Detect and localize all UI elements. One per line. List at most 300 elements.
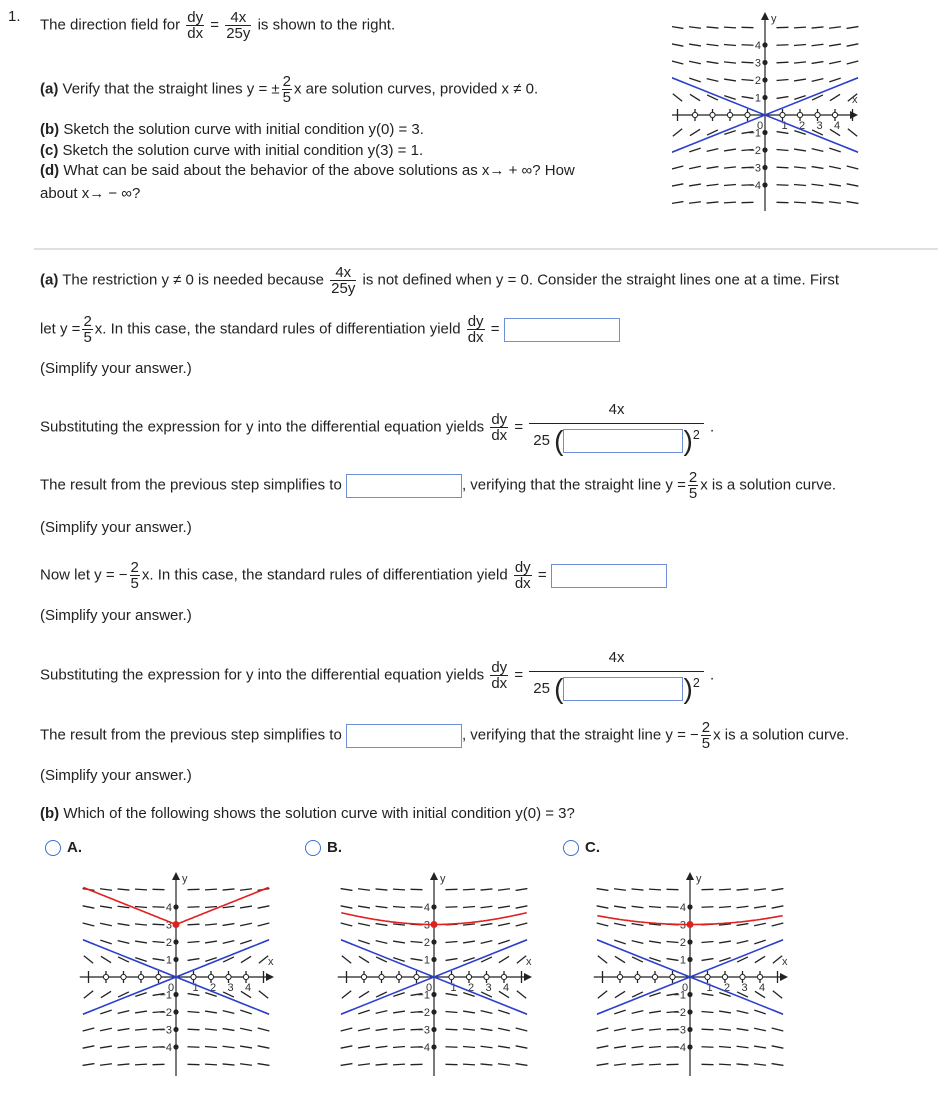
slope-segment	[812, 79, 824, 82]
slope-segment	[673, 129, 682, 136]
slope-segment	[632, 1046, 644, 1047]
x-tick-label: 1	[192, 982, 199, 994]
part-a-text: Verify that the straight lines y = ±	[62, 80, 280, 98]
equals-sign: =	[537, 566, 547, 584]
y-tick-label: 2	[165, 937, 172, 949]
slope-segment	[341, 1046, 353, 1048]
y-tick-label: −3	[673, 1024, 686, 1037]
y-tick-dot	[762, 42, 767, 47]
slope-segment	[358, 1046, 370, 1048]
y-tick-dot	[762, 182, 767, 187]
slope-segment	[724, 45, 736, 46]
verify-post-text: x is a solution curve.	[713, 726, 850, 744]
slope-segment	[672, 184, 683, 186]
slope-segment	[223, 941, 235, 944]
slope-segment	[358, 940, 369, 944]
slope-segment	[341, 923, 353, 926]
slope-segment	[649, 907, 661, 908]
frac-den: 5	[688, 485, 698, 502]
slope-segment	[632, 906, 644, 907]
x-tick-label: 3	[816, 120, 823, 132]
substitution-fraction	[529, 649, 703, 705]
slope-segment	[135, 1064, 147, 1065]
coefficient: 25	[533, 432, 550, 449]
part-a-statement	[40, 74, 538, 105]
slope-segment	[794, 149, 806, 151]
slope-segment	[614, 1046, 626, 1048]
slope-segment	[829, 184, 841, 186]
slope-segment	[707, 167, 719, 169]
slope-segment	[135, 1047, 147, 1048]
y-tick-dot	[762, 77, 767, 82]
y-tick-label: −2	[673, 1007, 686, 1019]
slope-segment	[517, 991, 526, 998]
frac-num: 4x	[608, 649, 625, 666]
problem-intro	[40, 10, 395, 41]
y-axis-arrow	[761, 12, 769, 20]
slope-segment	[829, 148, 840, 152]
slope-segment	[118, 924, 130, 926]
x-axis-arrow	[266, 973, 274, 981]
slope-segment	[205, 1047, 217, 1048]
slope-segment	[498, 940, 509, 944]
x-axis-label: x	[268, 956, 274, 968]
slope-segment	[205, 889, 217, 890]
slope-segment	[847, 61, 859, 64]
y-axis-label: y	[771, 13, 777, 25]
y-tick-dot	[687, 957, 692, 962]
slope-segment	[223, 1029, 235, 1031]
frac-den: 5	[701, 735, 711, 752]
slope-segment	[794, 27, 806, 28]
slope-segment	[597, 923, 609, 926]
y-tick-dot	[687, 992, 692, 997]
frac-den: 25 ( )$^2$	[529, 423, 703, 453]
slope-segment	[724, 185, 736, 186]
x-tick-dot	[815, 112, 820, 117]
slope-segment	[153, 942, 165, 943]
x-axis-arrow	[780, 973, 788, 981]
slope-segment	[829, 27, 841, 29]
slope-segment	[393, 924, 405, 925]
slope-segment	[719, 907, 731, 908]
slope-segment	[598, 956, 607, 963]
simplify-hint: (Simplify your answer.)	[40, 607, 192, 624]
slope-segment	[737, 889, 749, 890]
slope-segment	[393, 907, 405, 908]
slope-segment	[707, 62, 719, 64]
dydx-fraction	[514, 560, 532, 591]
slope-segment	[135, 889, 147, 890]
substitution-answer-input-2[interactable]	[563, 677, 683, 701]
x-tick-label: 3	[227, 982, 234, 994]
x-tick-label: 4	[758, 982, 766, 994]
intro-text: The direction field for	[40, 16, 181, 34]
slope-segment	[719, 1029, 731, 1030]
slope-segment	[240, 1010, 251, 1014]
y-tick-label: −3	[159, 1024, 172, 1037]
slope-segment	[632, 1011, 644, 1014]
slope-segment	[754, 906, 766, 908]
slope-segment	[737, 1011, 749, 1014]
x-tick-dot	[449, 974, 454, 979]
frac-num: dy	[514, 559, 531, 576]
dydx-fraction	[186, 10, 204, 41]
slope-segment	[205, 1064, 217, 1065]
slope-segment	[481, 1029, 493, 1031]
slope-segment	[135, 941, 147, 943]
y-tick-dot	[173, 1009, 178, 1014]
slope-segment	[341, 1028, 353, 1031]
y-tick-label: 4	[165, 902, 172, 914]
slope-segment	[689, 166, 701, 169]
slope-segment	[240, 1064, 252, 1066]
slope-segment	[342, 956, 351, 963]
y-tick-dot	[173, 1044, 178, 1049]
slope-segment	[632, 889, 644, 890]
slope-segment	[794, 202, 806, 203]
y-axis-label: y	[696, 873, 702, 885]
rhs-fraction	[330, 265, 356, 296]
slope-segment	[223, 1064, 235, 1065]
slope-segment	[737, 906, 749, 907]
slope-segment	[481, 906, 493, 907]
slope-segment	[719, 1064, 731, 1065]
slope-segment	[516, 1046, 528, 1048]
slope-segment	[100, 1046, 112, 1048]
section-divider	[34, 248, 938, 250]
slope-segment	[829, 202, 841, 204]
result-line-1	[40, 470, 836, 501]
y-tick-dot	[173, 992, 178, 997]
slope-segment	[463, 1011, 475, 1013]
slope-segment	[376, 906, 388, 907]
slope-segment	[773, 956, 782, 963]
slope-segment	[341, 1064, 353, 1066]
part-d-text: What can be said about the behavior of the above solutions as x→ + ∞? How	[63, 162, 575, 179]
slope-segment	[240, 1028, 252, 1031]
x-tick-dot	[727, 112, 732, 117]
y-tick-label: −3	[748, 162, 761, 175]
option-a-graph[interactable]	[78, 868, 278, 1078]
y-axis-label: y	[440, 873, 446, 885]
x-tick-dot	[414, 974, 419, 979]
slope-segment	[188, 959, 200, 961]
x-tick-label: 4	[502, 982, 510, 994]
slope-segment	[516, 889, 528, 891]
two-fifths-fraction	[130, 560, 140, 591]
x-tick-label: 0	[681, 982, 689, 994]
two-fifths-fraction	[688, 470, 698, 501]
option-a-label: A.	[67, 839, 82, 856]
slope-segment	[754, 1064, 766, 1066]
y-tick-dot	[687, 904, 692, 909]
equals-sign: =	[514, 666, 524, 684]
x-tick-dot	[797, 112, 802, 117]
slope-segment	[848, 129, 857, 136]
slope-segment	[702, 942, 714, 943]
slope-segment	[742, 80, 754, 81]
slope-segment	[118, 906, 130, 907]
simplify-hint: (Simplify your answer.)	[40, 360, 192, 377]
slope-segment	[672, 27, 683, 29]
slope-segment	[359, 956, 369, 962]
slope-segment	[100, 1028, 112, 1031]
part-label: (d)	[40, 162, 60, 179]
y-tick-dot	[431, 1009, 436, 1014]
x-tick-dot	[484, 974, 489, 979]
slope-segment	[376, 1029, 388, 1031]
slope-segment	[847, 202, 859, 204]
frac-den: dx	[467, 329, 484, 346]
slope-segment	[135, 907, 147, 908]
slope-segment	[376, 924, 388, 926]
slope-segment	[614, 1064, 626, 1066]
slope-segment	[754, 940, 765, 944]
x-axis-arrow	[524, 973, 532, 981]
slope-segment	[672, 166, 683, 169]
slope-segment	[118, 1029, 130, 1031]
y-tick-dot	[173, 939, 178, 944]
substitution-line-2: Substituting the expression for y into the differential equation yields $\frac{dy}{dx}$ = $\frac{4x}{25 ( )^2}$ .	[40, 649, 715, 705]
frac-num: 4x	[230, 9, 247, 26]
slope-segment	[100, 889, 112, 891]
y-tick-label: −4	[417, 1042, 430, 1054]
frac-num: 2	[130, 559, 139, 576]
slope-segment	[188, 1029, 200, 1030]
verify-text: , verifying that the straight line y = −	[461, 726, 699, 744]
restriction-post-text: is not defined when y = 0. Consider the straight lines one at a time. First	[362, 271, 839, 289]
slope-segment	[724, 167, 736, 168]
x-tick-dot	[379, 974, 384, 979]
slope-segment	[689, 78, 700, 82]
slope-segment	[614, 889, 626, 891]
y-tick-label: 4	[679, 902, 686, 914]
slope-segment	[446, 1029, 458, 1030]
x-tick-dot	[191, 974, 196, 979]
slope-segment	[481, 924, 493, 926]
y-tick-label: −1	[417, 989, 430, 1002]
option-a-radio[interactable]	[45, 840, 61, 856]
y-tick-dot	[431, 904, 436, 909]
slope-segment	[258, 1064, 270, 1066]
slope-segment	[707, 44, 719, 45]
slope-segment	[794, 45, 806, 46]
x-tick-label: 2	[467, 982, 475, 994]
slope-segment	[847, 27, 859, 29]
slope-segment	[847, 166, 859, 169]
y-tick-dot	[431, 992, 436, 997]
slope-segment	[118, 889, 130, 890]
slope-segment	[100, 1064, 112, 1066]
slope-segment	[772, 889, 784, 891]
slope-segment	[498, 1064, 510, 1066]
slope-segment	[463, 1029, 475, 1030]
slope-segment	[649, 941, 661, 943]
main-direction-field	[672, 8, 862, 213]
slope-segment	[667, 959, 679, 961]
derivative-answer-input-2[interactable]	[551, 564, 667, 588]
slope-segment	[719, 941, 731, 943]
slope-segment	[83, 1046, 95, 1048]
slope-segment	[118, 1011, 130, 1014]
slope-segment	[446, 1012, 458, 1013]
x-axis-label: x	[782, 956, 788, 968]
option-c-graph[interactable]	[592, 868, 792, 1078]
slope-segment	[153, 924, 165, 925]
y-tick-label: −2	[159, 1007, 172, 1019]
y-tick-dot	[687, 1009, 692, 1014]
slope-segment	[673, 94, 682, 101]
y-tick-label: 4	[754, 40, 761, 52]
let-text: let y =	[40, 320, 81, 338]
slope-segment	[702, 959, 714, 961]
slope-segment	[632, 941, 644, 944]
equals-sign: =	[490, 320, 500, 338]
slope-segment	[737, 941, 749, 944]
y-tick-dot	[431, 1044, 436, 1049]
slope-segment	[597, 906, 609, 908]
slope-segment	[777, 167, 789, 168]
slope-segment	[258, 923, 270, 926]
slope-segment	[84, 956, 93, 963]
slope-segment	[516, 923, 528, 926]
slope-segment	[777, 62, 789, 63]
y-tick-label: −2	[748, 145, 761, 157]
initial-point	[431, 921, 438, 928]
slope-segment	[463, 1047, 475, 1048]
y-tick-dot	[762, 130, 767, 135]
slope-segment	[672, 44, 683, 46]
result-answer-input-2[interactable]	[346, 724, 462, 748]
result-answer-input-1[interactable]	[346, 474, 462, 498]
frac-den: dx	[514, 575, 531, 592]
verify-post-text: x is a solution curve.	[700, 476, 837, 494]
y-axis-label: y	[182, 873, 188, 885]
slope-segment	[719, 1047, 731, 1048]
substitution-answer-input-1[interactable]	[563, 429, 683, 453]
slope-segment	[702, 1012, 714, 1013]
slope-segment	[812, 44, 824, 45]
question-text: Which of the following shows the solution curve with initial condition y(0) = 3?	[63, 805, 575, 822]
let-negative-line	[40, 560, 667, 591]
part-d-statement-cont: about x→ − ∞?	[40, 185, 141, 202]
x-tick-label: 4	[244, 982, 252, 994]
slope-segment	[342, 991, 351, 998]
x-tick-dot	[396, 974, 401, 979]
slope-segment	[772, 1046, 784, 1048]
x-tick-dot	[757, 974, 762, 979]
x-tick-label: 0	[167, 982, 175, 994]
slope-segment	[830, 94, 840, 100]
slope-segment	[777, 97, 789, 99]
slope-segment	[498, 1028, 510, 1031]
slope-segment	[393, 941, 405, 943]
slope-segment	[690, 129, 700, 135]
frac-num: 2	[688, 469, 698, 486]
slope-segment	[516, 906, 528, 908]
slope-segment	[689, 202, 701, 204]
slope-segment	[258, 1046, 270, 1048]
option-b-radio[interactable]	[305, 840, 321, 856]
slope-segment	[794, 185, 806, 186]
slope-segment	[83, 1028, 95, 1031]
x-tick-label: 0	[756, 120, 764, 132]
derivative-answer-input-1[interactable]	[504, 318, 620, 342]
y-axis-arrow	[430, 872, 438, 880]
slope-segment	[240, 889, 252, 891]
option-b-label: B.	[327, 839, 342, 856]
slope-segment	[376, 941, 388, 944]
part-d-statement	[40, 162, 575, 179]
part-label: (a)	[40, 80, 59, 98]
slope-segment	[777, 80, 789, 81]
slope-segment	[259, 991, 268, 998]
slope-segment	[829, 44, 841, 46]
frac-num: dy	[491, 411, 508, 429]
slope-segment	[719, 1011, 731, 1013]
y-tick-label: −4	[159, 1042, 172, 1054]
y-tick-dot	[173, 904, 178, 909]
y-tick-label: 2	[754, 75, 761, 87]
frac-den: 25y	[226, 25, 251, 42]
slope-segment	[724, 62, 736, 63]
part-label: (c)	[40, 142, 59, 159]
slope-segment	[446, 959, 458, 961]
part-label: (b)	[40, 121, 60, 138]
slope-segment	[463, 941, 475, 943]
slope-segment	[755, 956, 765, 962]
slope-segment	[83, 923, 95, 926]
part-a-post: x are solution curves, provided x ≠ 0.	[293, 80, 539, 98]
dydx-fraction	[490, 412, 508, 443]
slope-segment	[724, 27, 736, 28]
slope-segment	[393, 1011, 405, 1013]
slope-segment	[702, 1029, 714, 1030]
x-tick-label: 2	[209, 982, 217, 994]
slope-segment	[481, 941, 493, 944]
slope-segment	[707, 184, 719, 185]
y-tick-dot	[762, 60, 767, 65]
y-tick-label: 3	[423, 919, 430, 932]
slope-segment	[672, 61, 683, 64]
slope-segment	[240, 923, 252, 926]
x-tick-dot	[670, 974, 675, 979]
slope-segment	[358, 923, 370, 926]
slope-segment	[672, 202, 683, 204]
slope-segment	[742, 62, 754, 63]
slope-segment	[498, 1046, 510, 1048]
option-b-graph[interactable]	[336, 868, 536, 1078]
slope-segment	[341, 889, 353, 891]
result-text: The result from the previous step simplifies to	[40, 726, 342, 744]
y-tick-label: 1	[165, 954, 172, 967]
slope-segment	[240, 1046, 252, 1048]
two-fifths-fraction	[701, 720, 711, 751]
slope-segment	[737, 1046, 749, 1047]
slope-segment	[597, 889, 609, 891]
simplify-hint: (Simplify your answer.)	[40, 767, 192, 784]
slope-segment	[847, 44, 859, 46]
substitution-fraction	[529, 401, 703, 457]
slope-segment	[812, 62, 824, 64]
slope-segment	[358, 1064, 370, 1066]
slope-segment	[118, 1064, 130, 1065]
option-c-label: C.	[585, 839, 600, 856]
open-paren: (	[554, 425, 564, 457]
option-c-radio[interactable]	[563, 840, 579, 856]
slope-segment	[205, 924, 217, 925]
